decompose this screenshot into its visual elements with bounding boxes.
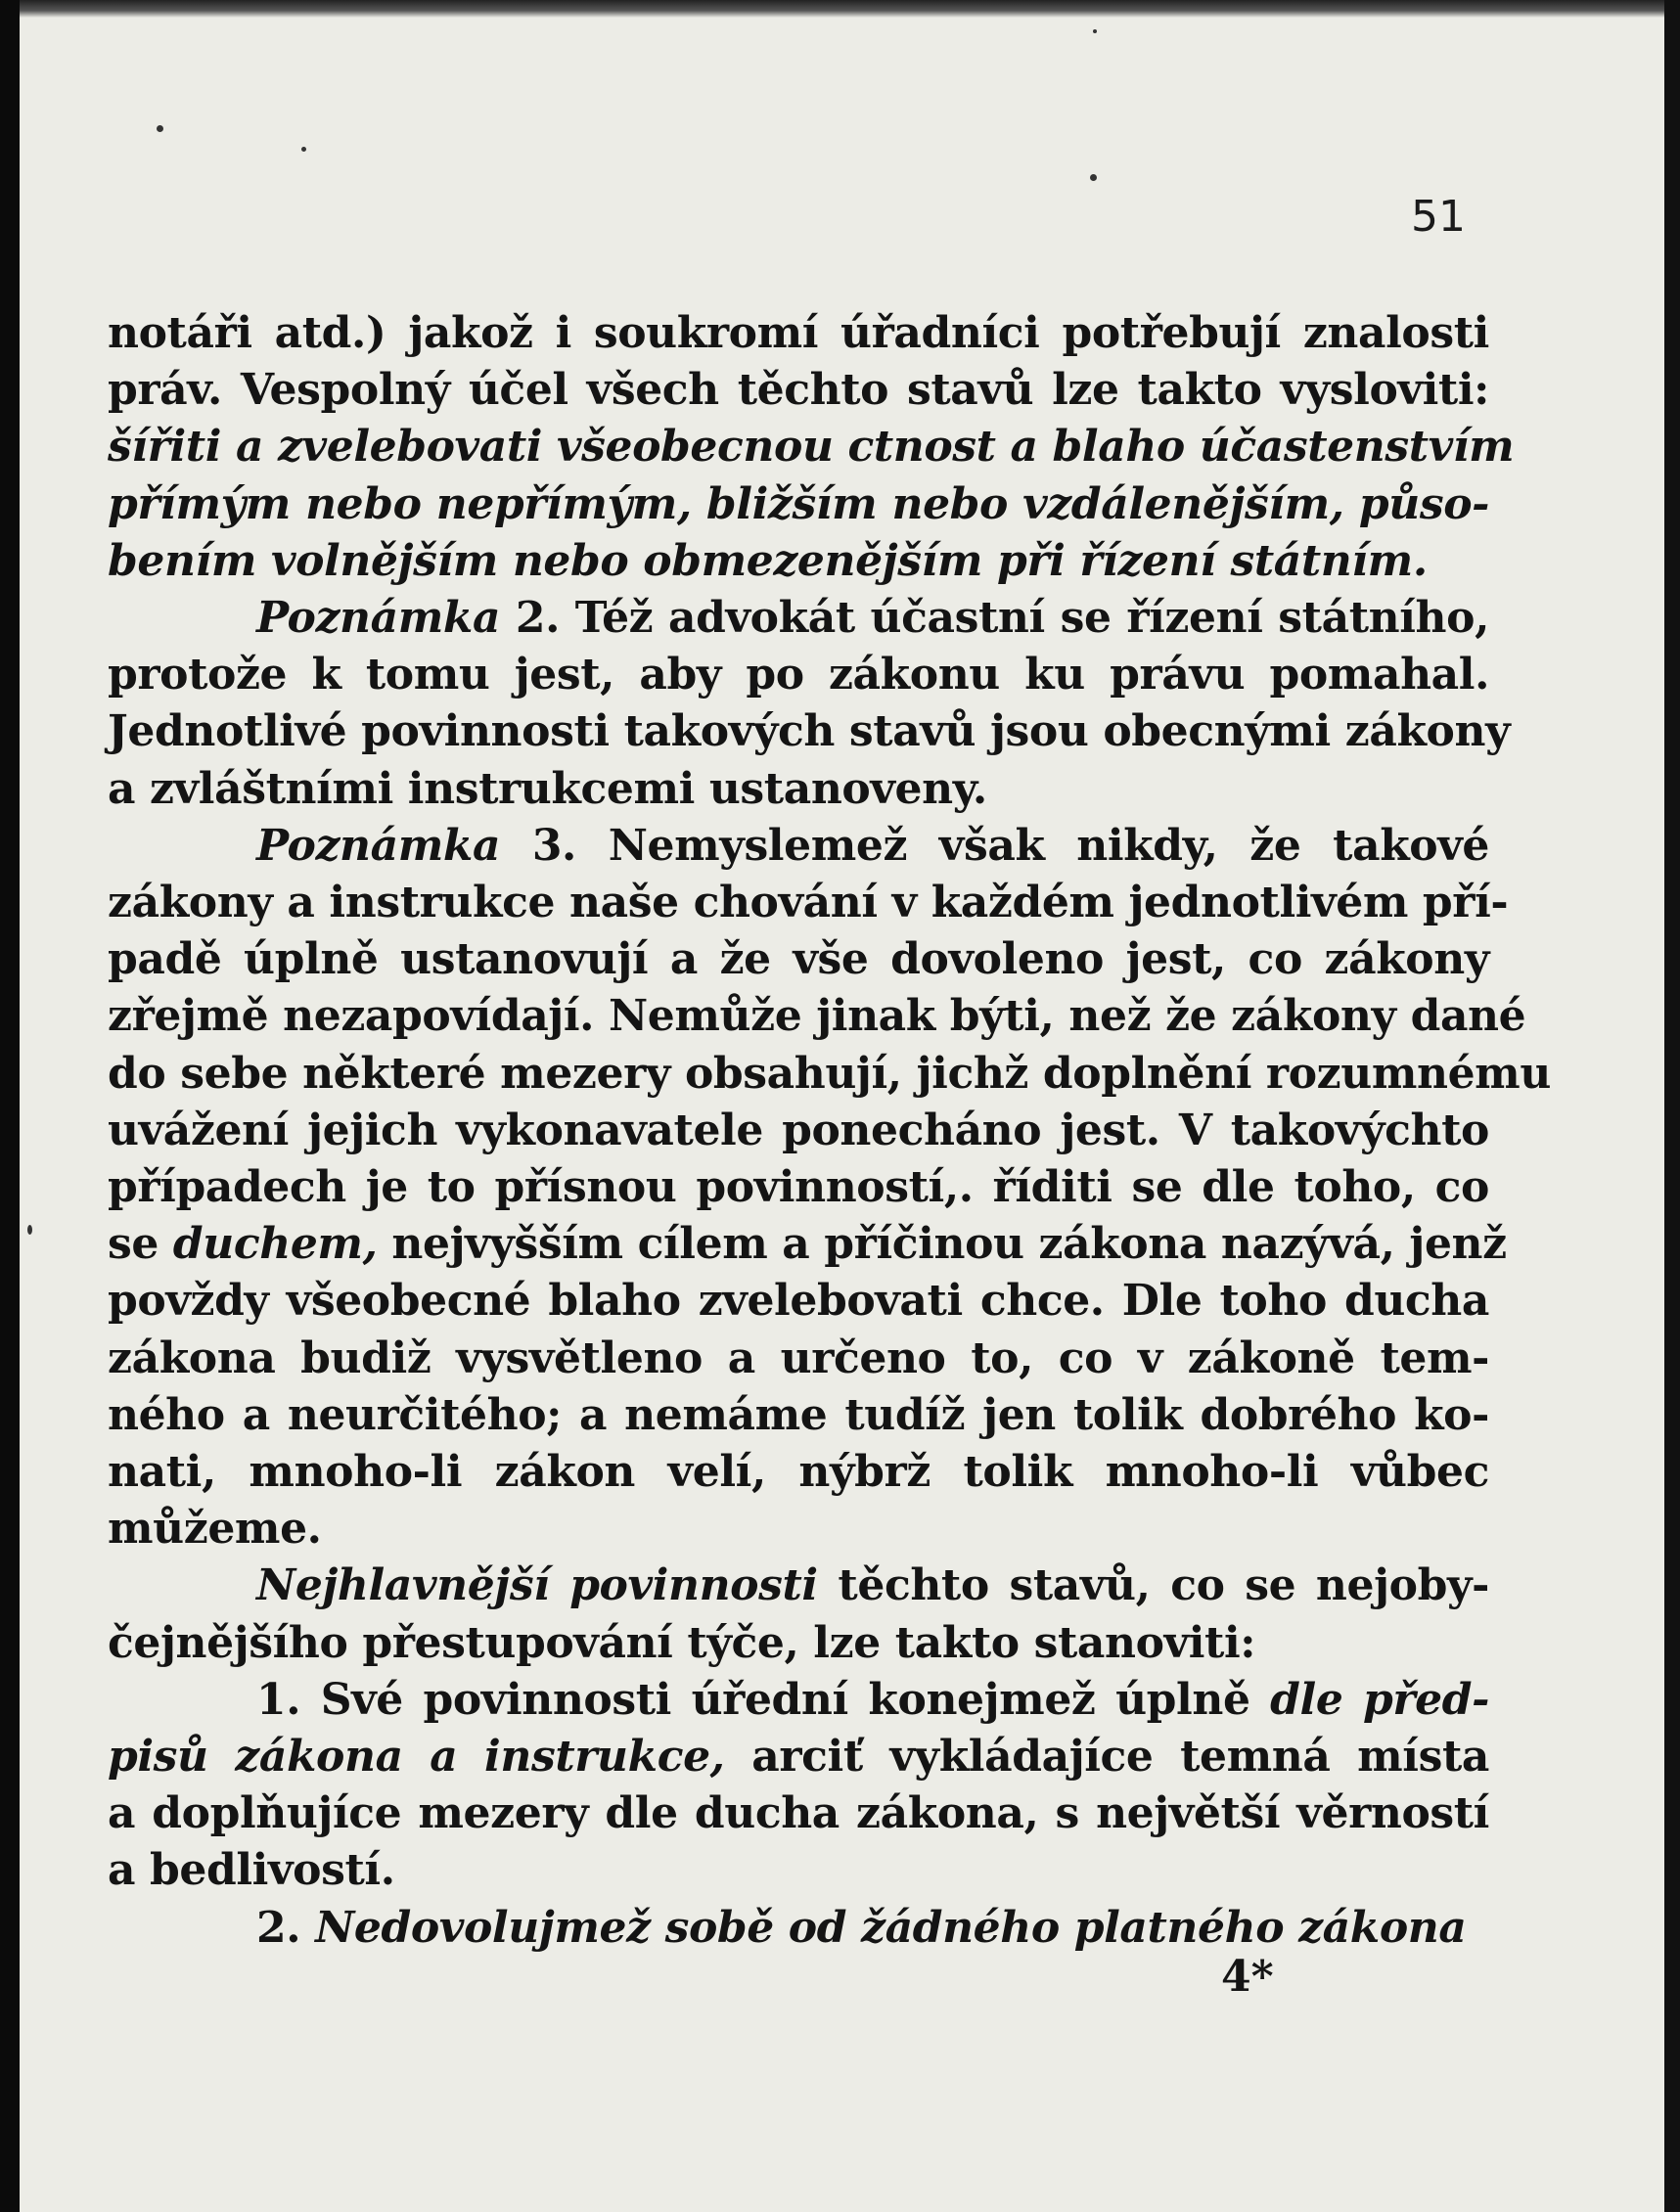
text-line [108,1615,1489,1672]
text-run: můžeme. [108,1504,322,1555]
italic-text: duchem, [172,1219,378,1270]
text-run: protože k tomu jest, aby po zákonu ku právu pomahal. [108,650,1489,700]
italic-text: Poznámka [256,820,501,871]
text-run: a bedlivostí. [108,1845,395,1896]
text-run: zákona budiž vysvětleno a určeno to, co v zákoně tem- [108,1332,1489,1383]
text-line [108,1672,1489,1729]
italic-text: Poznámka [256,593,501,644]
text-run: se [108,1219,173,1270]
text-run: nati, mnoho-li zákon velí, nýbrž tolik mnoho-li vůbec [108,1447,1489,1498]
text-run: případech je to přísnou povinností,. říditi se dle toho, co [108,1162,1489,1213]
dust-speck [157,125,163,132]
text-line [108,1444,1489,1501]
text-line [108,703,1511,760]
text-line [108,1273,1489,1330]
text-run: do sebe některé mezery obsahují, jichž doplnění rozumnému [108,1048,1551,1099]
text-run: zřejmě nezapovídají. Nemůže jinak býti, než že zákony dané [108,991,1526,1042]
text-line [108,647,1489,703]
text-run: ného a neurčitého; a nemáme tudíž jen tolik dobrého ko- [108,1389,1489,1440]
text-run: nejvyšším cílem a příčinou zákona nazývá, jenž [377,1219,1507,1270]
text-line [108,533,1489,590]
text-line [108,590,1489,647]
text-line [108,305,1489,362]
text-run: těchto stavů, co se nejoby- [817,1560,1489,1611]
text-run: a doplňujíce mezery dle ducha zákona, s největší věrností [108,1788,1489,1839]
dust-speck [301,147,306,152]
text-run: Jednotlivé povinnosti takových stavů jsou obecnými zákony [108,706,1511,757]
text-run: arciť vykládajíce temná místa [724,1732,1489,1783]
text-line [108,818,1489,875]
text-line [108,362,1489,419]
text-run: uvážení jejich vykonavatele ponecháno jest. V takovýchto [108,1105,1489,1155]
italic-text: bením volnějším nebo obmezenějším při řízení státním. [108,535,1428,586]
italic-text: šířiti a zvelebovati všeobecnou ctnost a blaho účastenstvím [108,422,1515,473]
text-line [108,1387,1489,1444]
scan-left-edge [0,0,20,2212]
body-text [108,305,1551,1957]
italic-text: dle před- [1270,1674,1489,1725]
text-run: a zvláštními instrukcemi ustanoveny. [108,763,987,814]
text-line [108,761,1489,818]
text-line [108,1557,1489,1614]
text-run: 3. Nemyslemež však nikdy, že takové [500,820,1489,871]
text-line [108,476,1489,533]
italic-text: pisů zákona a instrukce, [108,1732,725,1783]
text-run: 1. Své povinnosti úřední konejmež úplně [256,1674,1271,1725]
text-line [108,1729,1489,1785]
text-run: povždy všeobecné blaho zvelebovati chce. Dle toho ducha [108,1276,1489,1327]
italic-text: Nedovolujmež sobě od žádného platného zákona [315,1902,1467,1953]
text-line [108,1785,1489,1842]
text-line [108,1046,1551,1103]
text-line [108,931,1489,988]
text-line [108,1159,1489,1216]
italic-text: přímým nebo nepřímým, bližším nebo vzdálenějším, půso- [108,478,1489,529]
text-line [108,1103,1489,1159]
scan-top-edge [0,0,1680,18]
text-run: 2. Též advokát účastní se řízení státního, [500,593,1489,644]
text-line [108,988,1526,1045]
text-line [108,1842,1489,1899]
scan-right-edge [1664,0,1680,2212]
text-line [108,1501,1489,1557]
text-run: 2. [256,1902,316,1953]
text-line [108,1216,1507,1273]
text-line [108,1900,1489,1957]
signature-mark: 4* [1221,1952,1274,2002]
text-run: padě úplně ustanovují a že vše dovoleno jest, co zákony [108,934,1489,985]
text-run: zákony a instrukce naše chování v každém jednotlivém pří- [108,878,1509,928]
dust-speck [27,1225,32,1235]
text-run: práv. Vespolný účel všech těchto stavů lze takto vysloviti: [108,365,1489,416]
page-number: 51 [1411,192,1466,242]
text-run: notáři atd.) jakož i soukromí úřadníci potřebují znalosti [108,308,1489,358]
text-line [108,875,1509,931]
dust-speck [1093,29,1097,33]
dust-speck [1090,174,1097,181]
text-run: čejnějšího přestupování týče, lze takto stanoviti: [108,1617,1256,1668]
italic-text: Nejhlavnější povinnosti [256,1560,818,1611]
text-line [108,419,1515,475]
text-line [108,1331,1489,1387]
